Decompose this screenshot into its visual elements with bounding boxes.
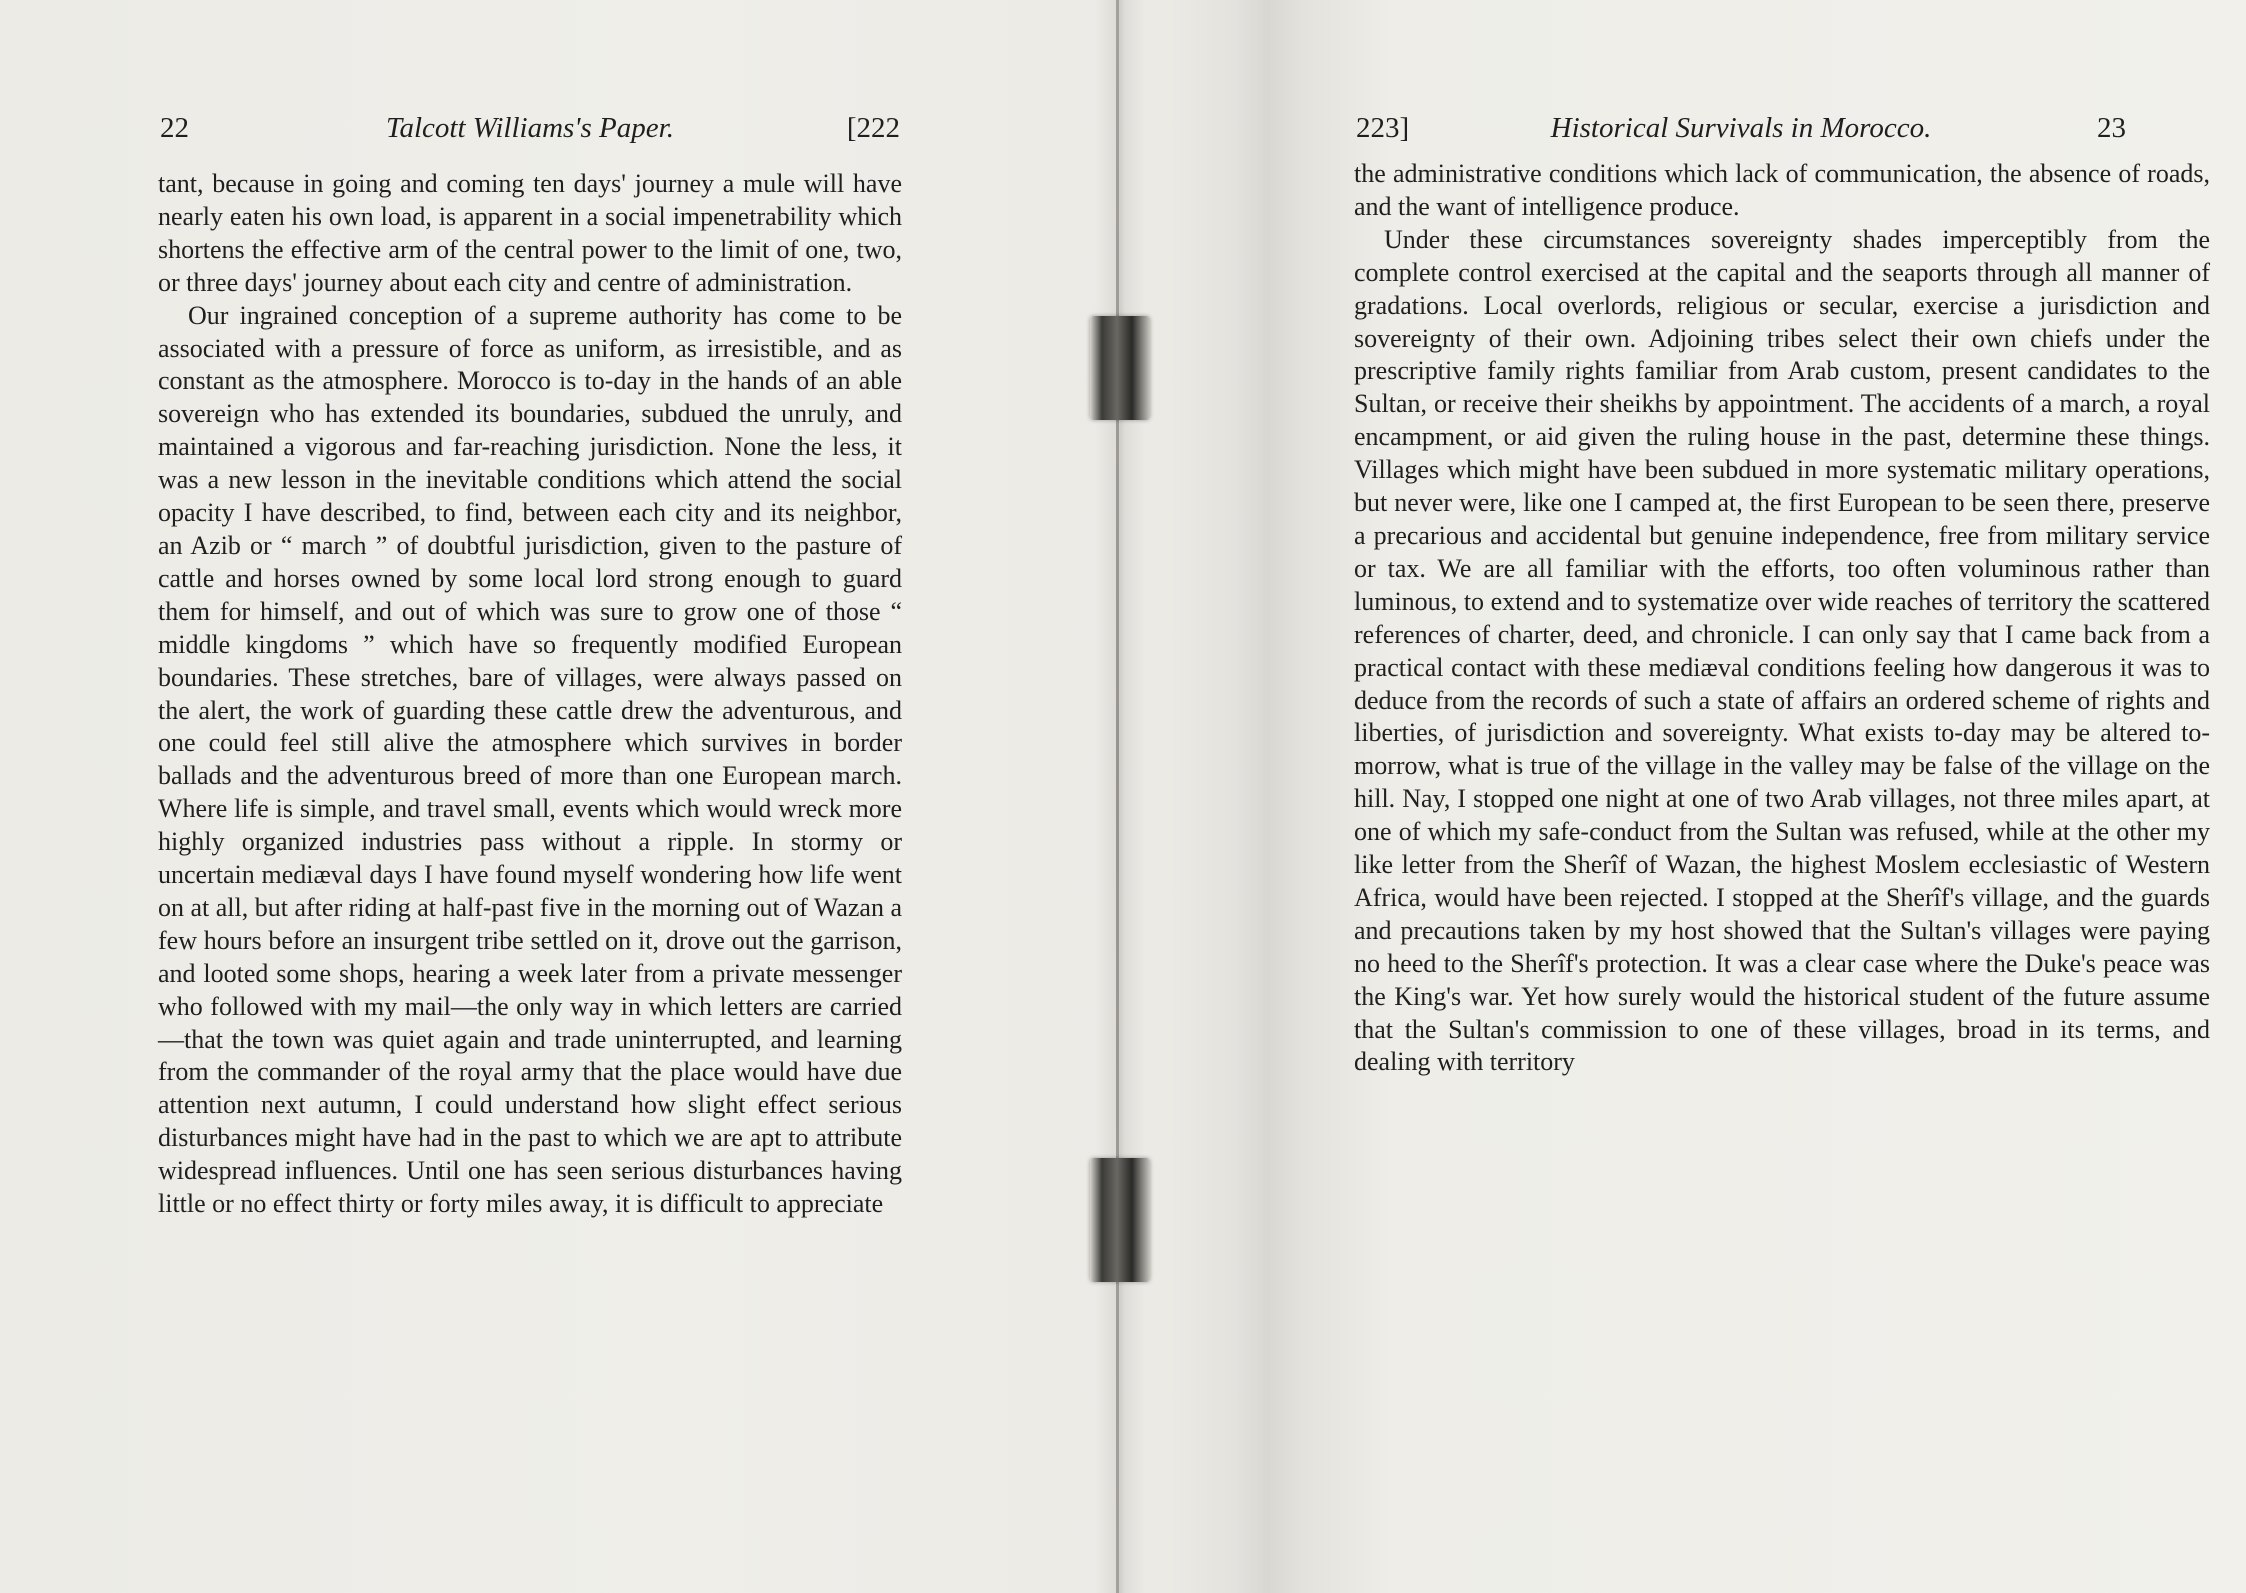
left-page-number: 22 — [160, 112, 189, 144]
right-page-body — [1354, 158, 2210, 1079]
right-page-bracket-ref: 223] — [1356, 112, 1410, 144]
left-running-head: Talcott Williams's Paper. — [386, 112, 674, 144]
left-page — [0, 0, 1120, 1593]
left-page-body — [158, 168, 902, 1221]
left-page-bracket-ref: [222 — [846, 112, 900, 144]
right-paragraph-2: Under these circumstances sovereignty shades imperceptibly from the complete control exercised at the capital and the seaports through all manner of gradations. Local overlords, religious or secular, exercise a jurisdiction and sovereignty of their own. Adjoining tribes select their own chiefs under the prescriptive family rights familiar from Arab custom, present candidates to the Sultan, or receive their sheikhs by appointment. The accidents of a march, a royal encampment, or aid given the ruling house in the past, determine these things. Villages which might have been subdued in more systematic military operations, but never were, like one I camped at, the first European to be seen there, preserve a precarious and accidental but genuine independence, free from military service or tax. We are all familiar with the efforts, too often voluminous rather than luminous, to extend and to systematize over wide reaches of territory the scattered references of charter, deed, and chronicle. I can only say that I came back from a practical contact with these mediæval conditions feeling how dangerous it was to deduce from the records of such a state of affairs an ordered scheme of rights and liberties, of jurisdiction and sovereignty. What exists to-day may be altered to-morrow, what is true of the village in the valley may be false of the village on the hill. Nay, I stopped one night at one of two Arab villages, not three miles apart, at one of which my safe-conduct from the Sultan was refused, while at the other my like letter from the Sherîf of Wazan, the highest Moslem ecclesiastic of Western Africa, would have been rejected. I stopped at the Sherîf's village, and the guards and precautions taken by my host showed that the Sultan's villages were paying no heed to the Sherîf's protection. It was a clear case where the Duke's peace was the King's war. Yet how surely would the historical student of the future assume that the Sultan's commission to one of these villages, broad in its terms, and dealing with territory — [1354, 224, 2210, 1077]
book-gutter — [1116, 0, 1119, 1593]
left-paragraph-1: tant, because in going and coming ten days' journey a mule will have nearly eaten his own load, is apparent in a social impenetrability which shortens the effective arm of the central power to the limit of one, two, or three days' journey about each city and centre of administration. — [158, 169, 902, 297]
left-page-header — [160, 104, 900, 152]
right-page-header — [1356, 104, 2126, 152]
right-page-number: 23 — [2097, 112, 2126, 144]
right-paragraph-1: the administrative conditions which lack of communication, the absence of roads, and the want of intelligence produce. — [1354, 159, 2210, 221]
right-running-head: Historical Survivals in Morocco. — [1550, 112, 1932, 144]
right-page — [1120, 0, 2246, 1593]
left-paragraph-2: Our ingrained conception of a supreme authority has come to be associated with a pressure of force as uniform, as irresistible, and as constant as the atmosphere. Morocco is to-day in the hands of an able sovereign who has extended its boundaries, subdued the unruly, and maintained a vigorous and far-reaching jurisdiction. None the less, it was a new lesson in the inevitable conditions which attend the social opacity I have described, to find, between each city and its neighbor, an Azib or “ march ” of doubtful jurisdiction, given to the pasture of cattle and horses owned by some local lord strong enough to guard them for himself, and out of which was sure to grow one of those “ middle kingdoms ” which have so frequently modified European boundaries. These stretches, bare of villages, were always passed on the alert, the work of guarding these cattle drew the adventurous, and one could feel still alive the atmosphere which survives in border ballads and the adventurous breed of more than one European march. Where life is simple, and travel small, events which would wreck more highly organized industries pass without a ripple. In stormy or uncertain mediæval days I have found myself wondering how life went on at all, but after riding at half-past five in the morning out of Wazan a few hours before an insurgent tribe settled on it, drove out the garrison, and looted some shops, hearing a week later from a private messenger who followed with my mail—the only way in which letters are carried—that the town was quiet again and trade uninterrupted, and learning from the commander of the royal army that the place would have due attention next autumn, I could understand how slight effect serious disturbances might have had in the past to which we are apt to attribute widespread influences. Until one has seen serious disturbances having little or no effect thirty or forty miles away, it is difficult to appreciate — [158, 300, 902, 1219]
